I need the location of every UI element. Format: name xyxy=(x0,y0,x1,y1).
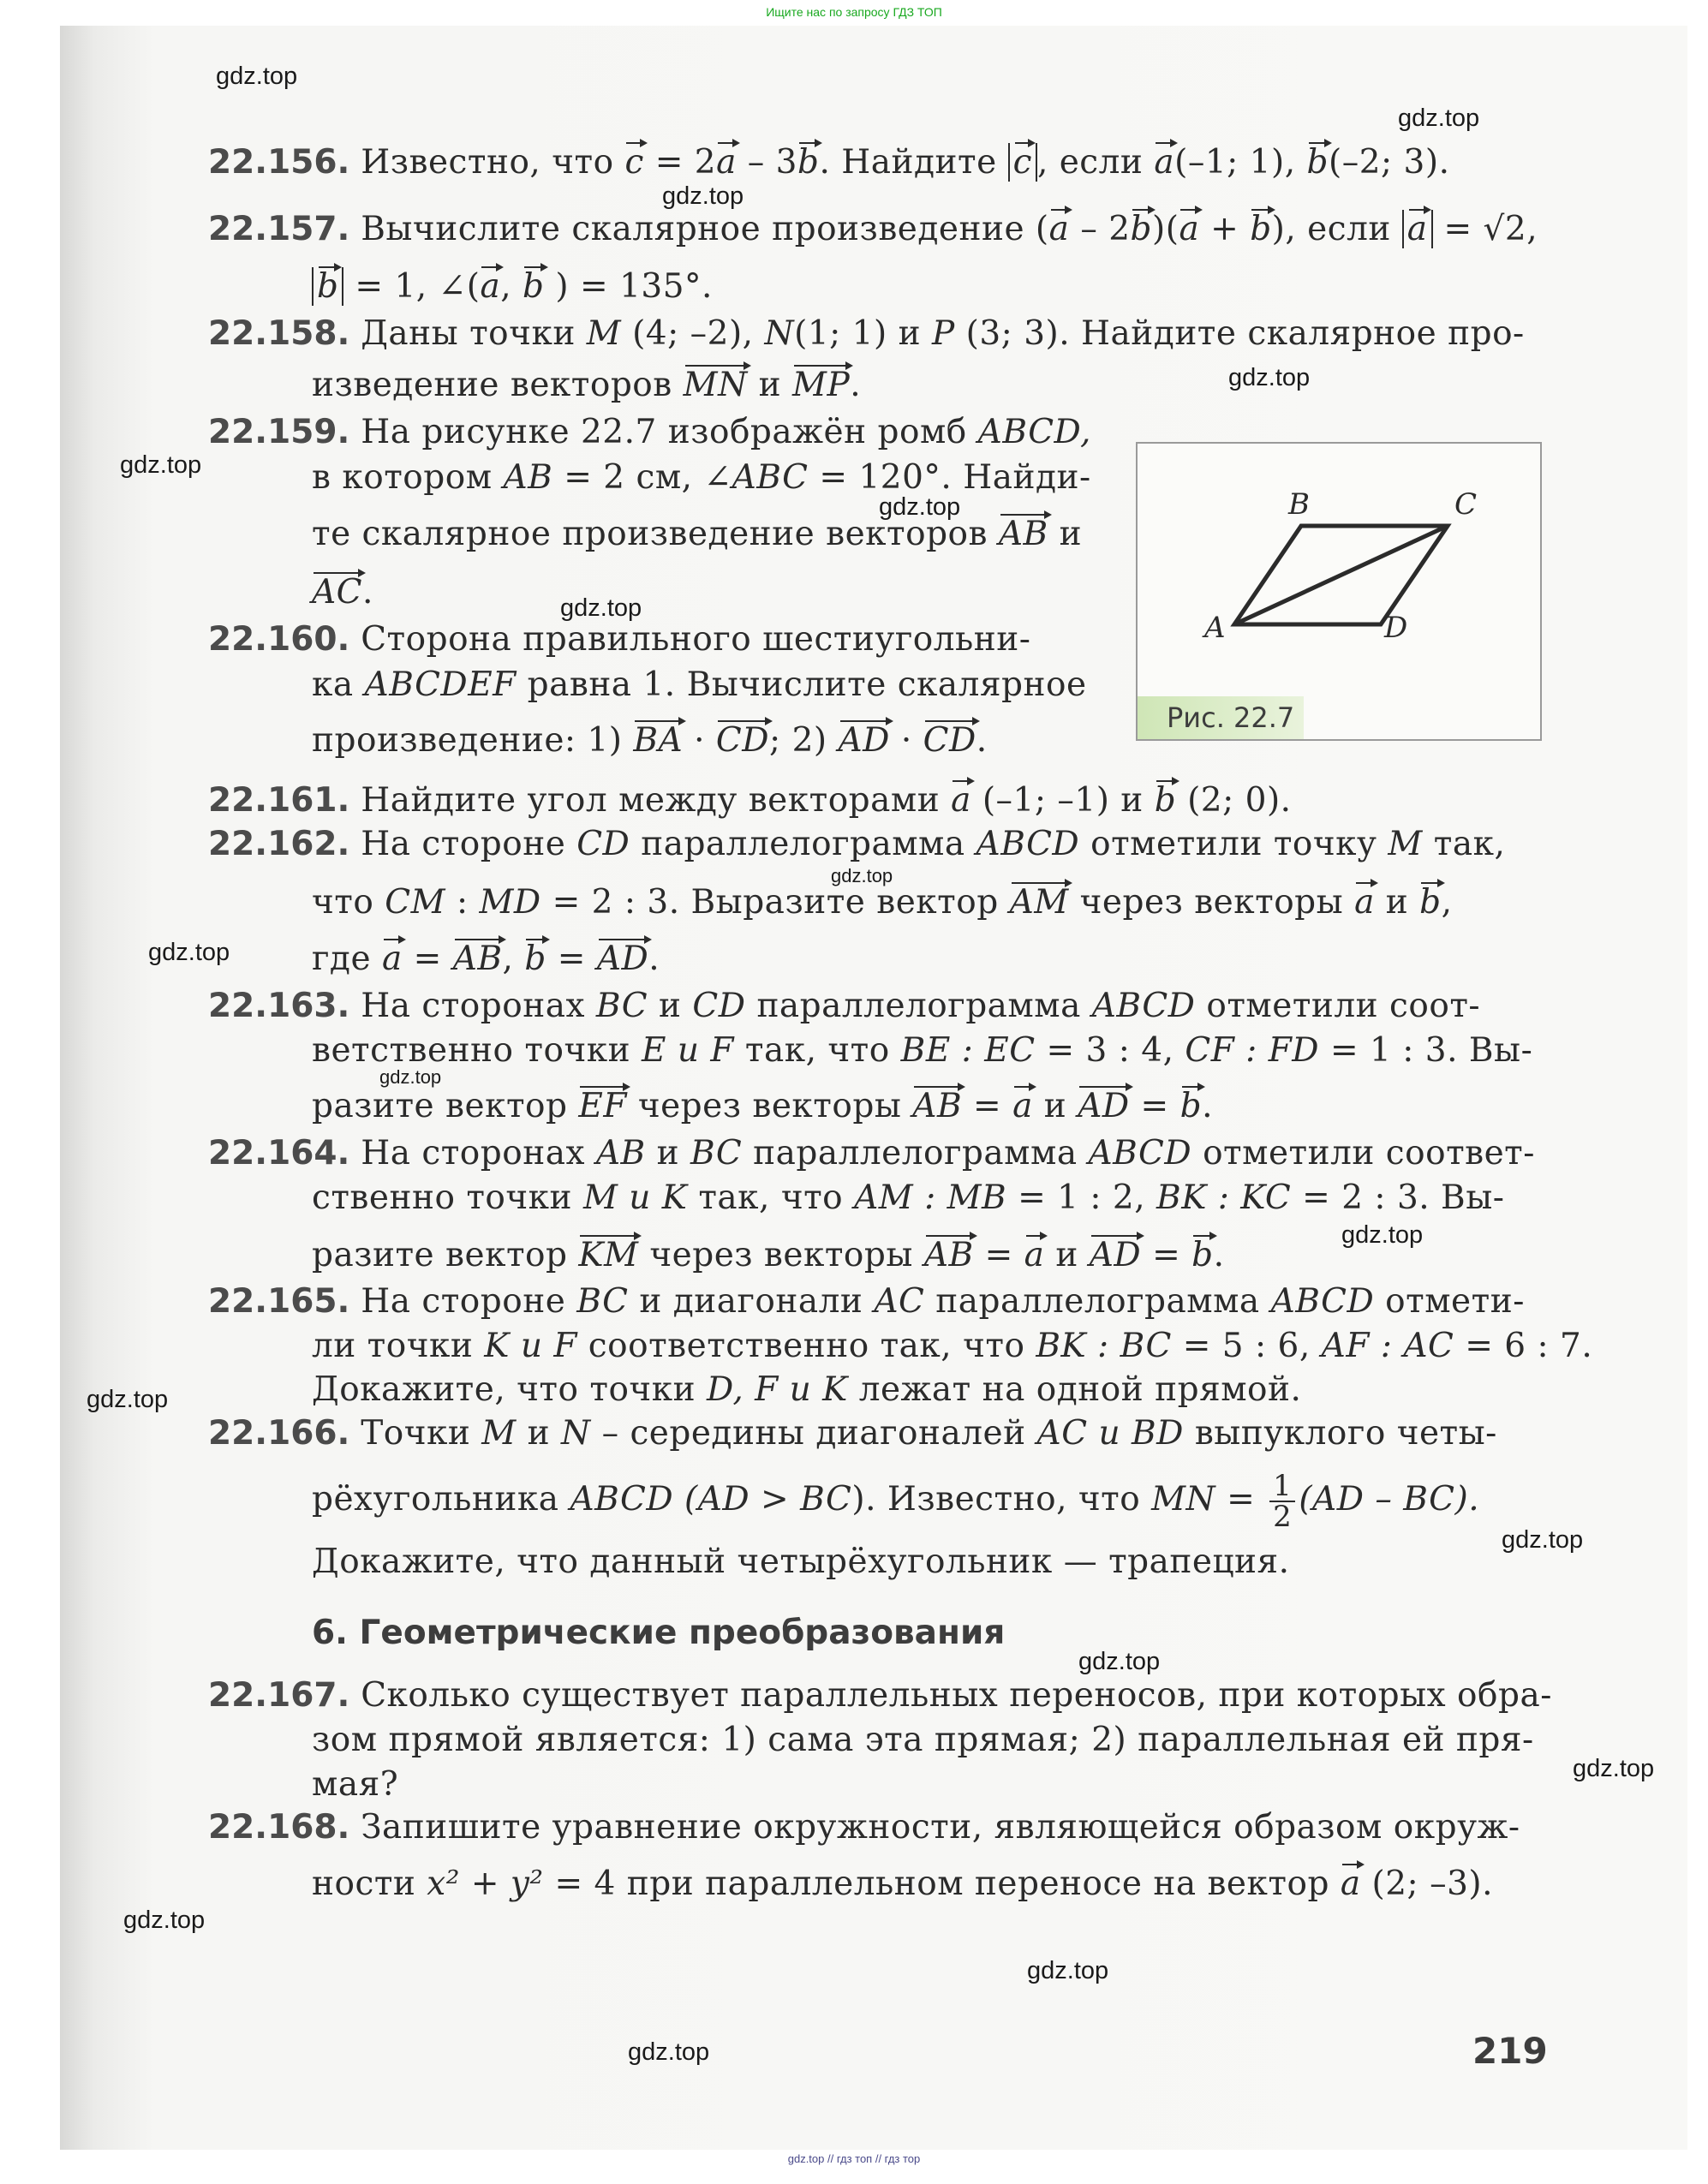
problem-number: 22.165. xyxy=(208,1282,350,1321)
watermark: gdz.top xyxy=(1078,1648,1161,1675)
problem-22-164-line-1: 22.164. На сторонах AB и BC параллелограмма ABCD отметили соответ- xyxy=(208,1134,1535,1173)
vector-c: c xyxy=(624,143,644,182)
header-note: Ищите нас по запросу ГДЗ ТОП xyxy=(766,5,942,19)
watermark: gdz.top xyxy=(831,865,893,886)
problem-22-167-line-1: 22.167. Сколько существует параллельных переносов, при которых обра- xyxy=(208,1676,1552,1715)
watermark: gdz.top xyxy=(379,1066,442,1088)
watermark: gdz.top xyxy=(123,1907,206,1934)
problem-22-167-line-2: зом прямой является: 1) сама эта прямая; 2) параллельная ей пря- xyxy=(312,1721,1534,1759)
vector-c: c xyxy=(1012,143,1032,182)
problem-22-164-line-2: ственно точки M и K так, что AM : MB = 1 : 2, BK : KC = 2 : 3. Вы- xyxy=(312,1179,1505,1217)
footer-note: gdz.top // гдз топ // гдз тор xyxy=(787,2152,921,2165)
problem-22-160-line-2: ка ABCDEF равна 1. Вычислите скалярное xyxy=(312,665,1087,704)
problem-number: 22.156. xyxy=(208,143,350,182)
figure-rhombus xyxy=(1136,442,1542,741)
problem-22-159-line-1: 22.159. На рисунке 22.7 изображён ромб ABCD, xyxy=(208,413,1091,451)
vector-b: b xyxy=(1306,143,1329,182)
problem-number: 22.161. xyxy=(208,781,350,820)
watermark: gdz.top xyxy=(1398,104,1480,132)
problem-22-156-line-1: 22.156. Известно, что c = 2a – 3b. Найдите c , если a(–1; 1), b(–2; 3). xyxy=(208,143,1450,182)
watermark: gdz.top xyxy=(148,939,230,966)
watermark: gdz.top xyxy=(1027,1957,1109,1984)
watermark: gdz.top xyxy=(1502,1526,1584,1554)
problem-22-166-line-3: Докажите, что данный четырёхугольник — трапеция. xyxy=(312,1543,1290,1581)
problem-number: 22.157. xyxy=(208,210,350,248)
problem-number: 22.159. xyxy=(208,413,350,451)
watermark: gdz.top xyxy=(879,493,961,521)
problem-22-159-line-4: AC. xyxy=(312,573,373,612)
problem-22-168-line-1: 22.168. Запишите уравнение окружности, являющейся образом окруж- xyxy=(208,1808,1520,1847)
problem-number: 22.167. xyxy=(208,1676,350,1715)
label-c: C xyxy=(1454,487,1478,522)
watermark: gdz.top xyxy=(1228,364,1311,391)
label-a: A xyxy=(1204,611,1226,645)
fraction-one-half: $\frac{1}{2}$ xyxy=(1269,1471,1295,1531)
problem-number: 22.164. xyxy=(208,1134,350,1173)
watermark: gdz.top xyxy=(560,594,642,622)
problem-number: 22.168. xyxy=(208,1808,350,1847)
label-b: B xyxy=(1288,487,1310,522)
problem-number: 22.162. xyxy=(208,825,350,863)
watermark: gdz.top xyxy=(120,451,202,479)
problem-22-162-line-1: 22.162. На стороне CD параллелограмма ABCD отметили точку M так, xyxy=(208,825,1506,863)
problem-22-157-line-1: 22.157. Вычислите скалярное произведение (a – 2b)(a + b), если a = √2, xyxy=(208,210,1538,248)
problem-number: 22.160. xyxy=(208,620,350,659)
problem-22-166-line-1: 22.166. Точки M и N – середины диагоналей AC и BD выпуклого четы- xyxy=(208,1414,1497,1453)
watermark: gdz.top xyxy=(1341,1221,1424,1249)
problem-22-159-line-3: те скалярное произведение векторов AB и xyxy=(312,515,1083,553)
problem-22-164-line-3: разите вектор KM через векторы AB = a и AD = b. xyxy=(312,1236,1225,1274)
problem-22-162-line-2: что CM : MD = 2 : 3. Выразите вектор AM через векторы a и b, xyxy=(312,883,1453,922)
watermark: gdz.top xyxy=(1573,1755,1655,1782)
vector-b: b xyxy=(797,143,820,182)
problem-22-165-line-2: ли точки K и F соответственно так, что BK : BC = 5 : 6, AF : AC = 6 : 7. xyxy=(312,1327,1593,1365)
problem-22-166-line-2: рёхугольника ABCD (AD > BC). Известно, что MN = $\frac{1}{2}$ (AD – BC). xyxy=(312,1469,1480,1534)
section-title: 6. Геометрические преобразования xyxy=(312,1614,1006,1652)
problem-number: 22.163. xyxy=(208,987,350,1025)
problem-number: 22.166. xyxy=(208,1414,350,1453)
rhombus-diagram xyxy=(1138,444,1540,739)
page-number: 219 xyxy=(1472,2030,1548,2072)
watermark: gdz.top xyxy=(628,2038,710,2066)
problem-22-162-line-3: где a = AB, b = AD. xyxy=(312,940,660,978)
problem-22-167-line-3: мая? xyxy=(312,1765,399,1804)
problem-22-157-line-2: b = 1, ∠(a, b ) = 135°. xyxy=(312,270,713,303)
problem-22-168-line-2: ности x² + y² = 4 при параллельном переносе на вектор a (2; –3). xyxy=(312,1865,1493,1903)
problem-22-165-line-1: 22.165. На стороне BC и диагонали AC параллелограмма ABCD отмети- xyxy=(208,1282,1525,1321)
vector-a: a xyxy=(1154,143,1175,182)
problem-22-163-line-3: разите вектор EF через векторы AB = a и AD = b. xyxy=(312,1087,1213,1125)
watermark: gdz.top xyxy=(87,1386,169,1413)
figure-caption: Рис. 22.7 xyxy=(1138,696,1304,739)
watermark: gdz.top xyxy=(216,63,298,90)
problem-22-161-line-1: 22.161. Найдите угол между векторами a (–1; –1) и b (2; 0). xyxy=(208,781,1292,820)
label-d: D xyxy=(1384,611,1408,645)
problem-22-158-line-2: изведение векторов MN и MP. xyxy=(312,366,862,404)
problem-22-165-line-3: Докажите, что точки D, F и K лежат на одной прямой. xyxy=(312,1370,1302,1409)
problem-22-160-line-3: произведение: 1) BA · CD; 2) AD · CD. xyxy=(312,721,988,760)
watermark: gdz.top xyxy=(662,182,744,210)
problem-22-163-line-1: 22.163. На сторонах BC и CD параллелограмма ABCD отметили соот- xyxy=(208,987,1481,1025)
problem-22-163-line-2: ветственно точки E и F так, что BE : EC = 3 : 4, CF : FD = 1 : 3. Вы- xyxy=(312,1031,1533,1070)
problem-22-159-line-2: в котором AB = 2 см, ∠ABC = 120°. Найди- xyxy=(312,458,1091,497)
problem-22-160-line-1: 22.160. Сторона правильного шестиугольни- xyxy=(208,620,1031,659)
vector-a: a xyxy=(716,143,737,182)
problem-22-158-line-1: 22.158. Даны точки M (4; –2), N(1; 1) и P (3; 3). Найдите скалярное про- xyxy=(208,314,1525,353)
problem-number: 22.158. xyxy=(208,314,350,353)
